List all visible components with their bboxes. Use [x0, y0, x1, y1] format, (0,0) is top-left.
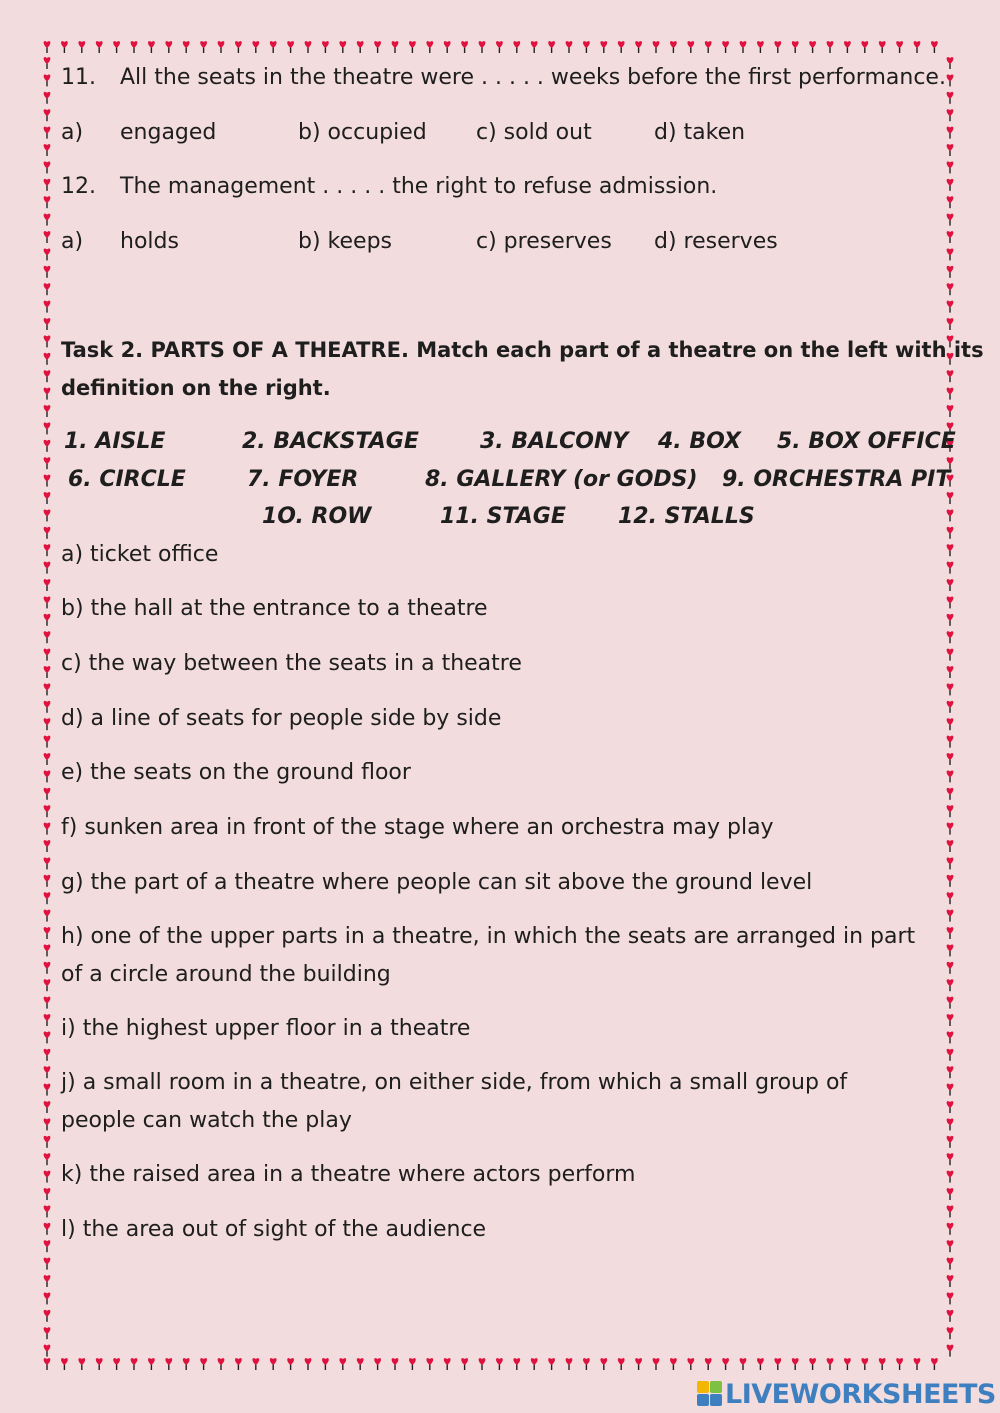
border-heart	[305, 1358, 312, 1370]
border-heart	[722, 41, 729, 53]
definition-a: a) ticket office	[61, 542, 219, 567]
border-heart	[44, 1327, 51, 1339]
border-heart	[653, 41, 660, 53]
border-heart	[44, 1240, 51, 1252]
border-heart	[947, 370, 954, 382]
border-heart	[44, 214, 51, 226]
border-heart	[947, 1240, 954, 1252]
term-orchestra-pit: 9. ORCHESTRA PIT	[722, 467, 951, 492]
border-heart	[44, 736, 51, 748]
border-heart	[44, 683, 51, 695]
border-heart	[947, 979, 954, 991]
border-heart	[705, 1358, 712, 1370]
border-heart	[44, 405, 51, 417]
border-heart	[947, 892, 954, 904]
question-12-option-b: b) keeps	[298, 229, 392, 254]
border-heart	[218, 41, 225, 53]
liveworksheets-logo-icon	[697, 1381, 723, 1407]
definition-f: f) sunken area in front of the stage where an orchestra may play	[61, 815, 774, 840]
border-heart	[914, 41, 921, 53]
question-12-number: 12.	[61, 174, 96, 199]
task2-heading-line2: definition on the right.	[61, 376, 331, 400]
border-heart	[44, 596, 51, 608]
border-heart	[670, 41, 677, 53]
border-heart	[947, 1327, 954, 1339]
border-heart	[44, 1188, 51, 1200]
border-heart	[374, 41, 381, 53]
border-heart	[947, 927, 954, 939]
border-heart	[322, 41, 329, 53]
border-heart	[757, 41, 764, 53]
border-heart	[947, 1049, 954, 1061]
border-heart	[548, 41, 555, 53]
border-heart	[947, 631, 954, 643]
border-heart	[44, 701, 51, 713]
border-heart	[409, 1358, 416, 1370]
border-heart	[218, 1358, 225, 1370]
border-heart	[44, 979, 51, 991]
question-12-text: The management . . . . . the right to refuse admission.	[120, 174, 718, 199]
border-heart	[44, 1223, 51, 1235]
border-heart	[44, 649, 51, 661]
border-heart	[44, 231, 51, 243]
border-heart	[809, 41, 816, 53]
border-heart	[548, 1358, 555, 1370]
border-heart	[44, 1031, 51, 1043]
border-heart	[61, 1358, 68, 1370]
definition-j: j) a small room in a theatre, on either side, from which a small group of people can watch the play	[61, 1070, 848, 1133]
question-12-option-d: d) reserves	[654, 229, 778, 254]
border-heart	[531, 41, 538, 53]
border-heart	[600, 1358, 607, 1370]
border-heart	[444, 1358, 451, 1370]
border-heart	[947, 805, 954, 817]
border-heart	[44, 527, 51, 539]
border-heart	[78, 41, 85, 53]
border-heart	[44, 770, 51, 782]
border-heart	[235, 1358, 242, 1370]
border-heart	[252, 41, 259, 53]
border-heart	[165, 1358, 172, 1370]
border-heart	[618, 41, 625, 53]
border-heart	[357, 41, 364, 53]
definition-d: d) a line of seats for people side by side	[61, 706, 502, 731]
term-box-office: 5. BOX OFFICE	[777, 429, 956, 454]
border-heart	[896, 41, 903, 53]
border-heart	[947, 823, 954, 835]
question-11-text: All the seats in the theatre were . . . . . weeks before the first performance.	[120, 65, 946, 90]
border-heart	[44, 944, 51, 956]
term-balcony: 3. BALCONY	[480, 429, 629, 454]
border-heart	[44, 805, 51, 817]
term-circle: 6. CIRCLE	[68, 467, 186, 492]
border-heart	[531, 1358, 538, 1370]
border-heart	[78, 1358, 85, 1370]
term-row: 1O. ROW	[262, 504, 372, 529]
border-heart	[461, 1358, 468, 1370]
border-heart	[165, 41, 172, 53]
term-stalls: 12. STALLS	[618, 504, 755, 529]
border-heart	[496, 41, 503, 53]
border-heart	[200, 1358, 207, 1370]
border-heart	[947, 1014, 954, 1026]
border-heart	[183, 1358, 190, 1370]
border-heart	[844, 1358, 851, 1370]
border-heart	[947, 544, 954, 556]
border-heart	[947, 579, 954, 591]
border-heart	[947, 1205, 954, 1217]
border-heart	[252, 1358, 259, 1370]
question-11-option-label: a)	[61, 120, 84, 145]
question-12-option-label: a)	[61, 229, 84, 254]
border-heart	[496, 1358, 503, 1370]
border-heart	[61, 41, 68, 53]
border-heart	[947, 266, 954, 278]
border-heart	[44, 1014, 51, 1026]
border-heart	[44, 457, 51, 469]
border-heart	[44, 1136, 51, 1148]
question-11-option-c: c) sold out	[476, 120, 592, 145]
border-heart	[131, 41, 138, 53]
border-heart	[947, 509, 954, 521]
border-heart	[44, 283, 51, 295]
border-heart	[44, 1345, 51, 1357]
border-heart	[947, 1118, 954, 1130]
border-heart	[44, 1310, 51, 1322]
border-heart	[740, 1358, 747, 1370]
border-heart	[566, 1358, 573, 1370]
border-heart	[947, 57, 954, 69]
border-heart	[947, 857, 954, 869]
border-heart	[44, 579, 51, 591]
border-heart	[687, 1358, 694, 1370]
border-heart	[583, 41, 590, 53]
border-heart	[44, 318, 51, 330]
border-heart	[44, 562, 51, 574]
border-heart	[392, 41, 399, 53]
border-heart	[96, 1358, 103, 1370]
border-heart	[44, 544, 51, 556]
definition-g: g) the part of a theatre where people can sit above the ground level	[61, 870, 813, 895]
border-heart	[947, 214, 954, 226]
border-heart	[235, 41, 242, 53]
border-heart	[44, 631, 51, 643]
border-heart	[44, 1101, 51, 1113]
border-heart	[44, 857, 51, 869]
border-heart	[947, 840, 954, 852]
border-heart	[44, 266, 51, 278]
border-heart	[44, 718, 51, 730]
question-11-option-d: d) taken	[654, 120, 746, 145]
border-heart	[287, 41, 294, 53]
border-heart	[947, 283, 954, 295]
border-heart	[861, 41, 868, 53]
border-heart	[947, 562, 954, 574]
border-heart	[44, 1275, 51, 1287]
border-heart	[44, 492, 51, 504]
border-heart	[879, 1358, 886, 1370]
border-heart	[861, 1358, 868, 1370]
border-heart	[792, 41, 799, 53]
border-heart	[44, 57, 51, 69]
definition-e: e) the seats on the ground floor	[61, 760, 411, 785]
border-heart	[947, 962, 954, 974]
border-heart	[947, 179, 954, 191]
border-heart	[44, 161, 51, 173]
border-heart	[792, 1358, 799, 1370]
border-heart	[827, 1358, 834, 1370]
question-11-option-b: b) occupied	[298, 120, 427, 145]
question-12-option-a: holds	[120, 229, 179, 254]
border-heart	[270, 41, 277, 53]
border-heart	[44, 1084, 51, 1096]
border-heart	[947, 718, 954, 730]
definition-l: l) the area out of sight of the audience	[61, 1217, 487, 1242]
border-heart	[44, 892, 51, 904]
task2-heading-line1: Task 2. PARTS OF A THEATRE. Match each part of a theatre on the left with its	[61, 338, 984, 362]
border-heart	[947, 318, 954, 330]
border-heart	[44, 962, 51, 974]
border-heart	[44, 92, 51, 104]
border-heart	[947, 92, 954, 104]
border-heart	[44, 301, 51, 313]
border-heart	[148, 1358, 155, 1370]
border-heart	[287, 1358, 294, 1370]
border-heart	[479, 41, 486, 53]
border-heart	[705, 41, 712, 53]
border-heart	[947, 910, 954, 922]
liveworksheets-logo-text: LIVEWORKSHEETS	[725, 1378, 996, 1410]
border-heart	[947, 1275, 954, 1287]
border-heart	[44, 927, 51, 939]
border-heart	[757, 1358, 764, 1370]
border-heart	[44, 614, 51, 626]
border-heart	[947, 74, 954, 86]
border-heart	[426, 41, 433, 53]
border-heart	[44, 1171, 51, 1183]
border-heart	[844, 41, 851, 53]
border-heart	[931, 1358, 938, 1370]
border-heart	[618, 1358, 625, 1370]
border-heart	[947, 1345, 954, 1357]
border-heart	[44, 179, 51, 191]
border-heart	[947, 736, 954, 748]
border-heart	[635, 1358, 642, 1370]
border-heart	[339, 41, 346, 53]
border-heart	[947, 1066, 954, 1078]
border-heart	[947, 944, 954, 956]
border-heart	[44, 335, 51, 347]
definition-i: i) the highest upper floor in a theatre	[61, 1016, 471, 1041]
border-heart	[947, 301, 954, 313]
border-heart	[947, 1101, 954, 1113]
border-heart	[270, 1358, 277, 1370]
border-heart	[947, 770, 954, 782]
term-foyer: 7. FOYER	[247, 467, 359, 492]
border-heart	[44, 509, 51, 521]
border-heart	[44, 196, 51, 208]
border-heart	[947, 788, 954, 800]
border-heart	[44, 440, 51, 452]
border-heart	[947, 196, 954, 208]
border-heart	[947, 753, 954, 765]
border-heart	[44, 1258, 51, 1270]
border-heart	[947, 109, 954, 121]
border-heart	[600, 41, 607, 53]
border-heart	[44, 41, 51, 53]
border-heart	[947, 405, 954, 417]
border-heart	[44, 1153, 51, 1165]
term-stage: 11. STAGE	[440, 504, 566, 529]
border-heart	[947, 649, 954, 661]
border-heart	[947, 231, 954, 243]
border-heart	[670, 1358, 677, 1370]
border-heart	[947, 614, 954, 626]
border-heart	[44, 840, 51, 852]
border-heart	[44, 144, 51, 156]
border-heart	[374, 1358, 381, 1370]
border-heart	[774, 1358, 781, 1370]
border-heart	[322, 1358, 329, 1370]
border-heart	[44, 74, 51, 86]
border-heart	[827, 41, 834, 53]
border-heart	[896, 1358, 903, 1370]
border-heart	[947, 492, 954, 504]
border-heart	[44, 353, 51, 365]
term-gallery: 8. GALLERY (or GODS)	[425, 467, 698, 492]
border-heart	[947, 127, 954, 139]
border-heart	[947, 144, 954, 156]
definition-b: b) the hall at the entrance to a theatre	[61, 596, 488, 621]
border-heart	[44, 1066, 51, 1078]
border-heart	[947, 161, 954, 173]
definition-h: h) one of the upper parts in a theatre, in which the seats are arranged in part of a circle around the building	[61, 924, 916, 987]
border-heart	[44, 1292, 51, 1304]
definition-c: c) the way between the seats in a theatre	[61, 651, 522, 676]
border-heart	[947, 683, 954, 695]
border-heart	[113, 41, 120, 53]
border-heart	[44, 370, 51, 382]
border-heart	[513, 1358, 520, 1370]
border-heart	[653, 1358, 660, 1370]
border-heart	[339, 1358, 346, 1370]
border-heart	[722, 1358, 729, 1370]
term-backstage: 2. BACKSTAGE	[242, 429, 419, 454]
border-heart	[148, 41, 155, 53]
question-11-option-a: engaged	[120, 120, 217, 145]
border-heart	[947, 1292, 954, 1304]
border-heart	[513, 41, 520, 53]
question-12-option-c: c) preserves	[476, 229, 612, 254]
border-heart	[947, 1223, 954, 1235]
border-heart	[44, 666, 51, 678]
border-heart	[583, 1358, 590, 1370]
border-heart	[44, 823, 51, 835]
border-heart	[809, 1358, 816, 1370]
border-heart	[426, 1358, 433, 1370]
border-heart	[44, 910, 51, 922]
border-heart	[947, 701, 954, 713]
border-heart	[44, 1049, 51, 1061]
border-heart	[740, 41, 747, 53]
border-heart	[44, 422, 51, 434]
border-heart	[566, 41, 573, 53]
border-heart	[947, 997, 954, 1009]
term-aisle: 1. AISLE	[64, 429, 166, 454]
border-heart	[947, 1310, 954, 1322]
border-heart	[392, 1358, 399, 1370]
border-heart	[947, 248, 954, 260]
border-heart	[947, 666, 954, 678]
border-heart	[947, 527, 954, 539]
border-heart	[947, 1258, 954, 1270]
border-heart	[947, 388, 954, 400]
border-heart	[947, 1084, 954, 1096]
question-11-number: 11.	[61, 65, 96, 90]
border-heart	[44, 875, 51, 887]
border-heart	[44, 997, 51, 1009]
border-heart	[947, 1171, 954, 1183]
border-heart	[461, 41, 468, 53]
border-heart	[357, 1358, 364, 1370]
border-heart	[947, 1031, 954, 1043]
border-heart	[947, 596, 954, 608]
border-heart	[931, 41, 938, 53]
liveworksheets-logo[interactable]	[697, 1377, 996, 1411]
border-heart	[305, 41, 312, 53]
border-heart	[687, 41, 694, 53]
border-heart	[44, 1358, 51, 1370]
border-heart	[947, 1136, 954, 1148]
border-heart	[44, 1118, 51, 1130]
border-heart	[409, 41, 416, 53]
border-heart	[44, 127, 51, 139]
border-heart	[774, 41, 781, 53]
border-heart	[113, 1358, 120, 1370]
border-heart	[200, 41, 207, 53]
border-heart	[44, 753, 51, 765]
border-heart	[914, 1358, 921, 1370]
definition-k: k) the raised area in a theatre where actors perform	[61, 1162, 636, 1187]
border-heart	[131, 1358, 138, 1370]
border-heart	[635, 41, 642, 53]
term-box: 4. BOX	[658, 429, 741, 454]
border-heart	[444, 41, 451, 53]
border-heart	[44, 109, 51, 121]
border-heart	[44, 788, 51, 800]
border-heart	[947, 1153, 954, 1165]
border-heart	[947, 1188, 954, 1200]
border-heart	[879, 41, 886, 53]
border-heart	[479, 1358, 486, 1370]
border-heart	[44, 388, 51, 400]
border-heart	[183, 41, 190, 53]
border-heart	[947, 875, 954, 887]
border-heart	[44, 475, 51, 487]
border-heart	[44, 248, 51, 260]
border-heart	[44, 1205, 51, 1217]
border-heart	[96, 41, 103, 53]
